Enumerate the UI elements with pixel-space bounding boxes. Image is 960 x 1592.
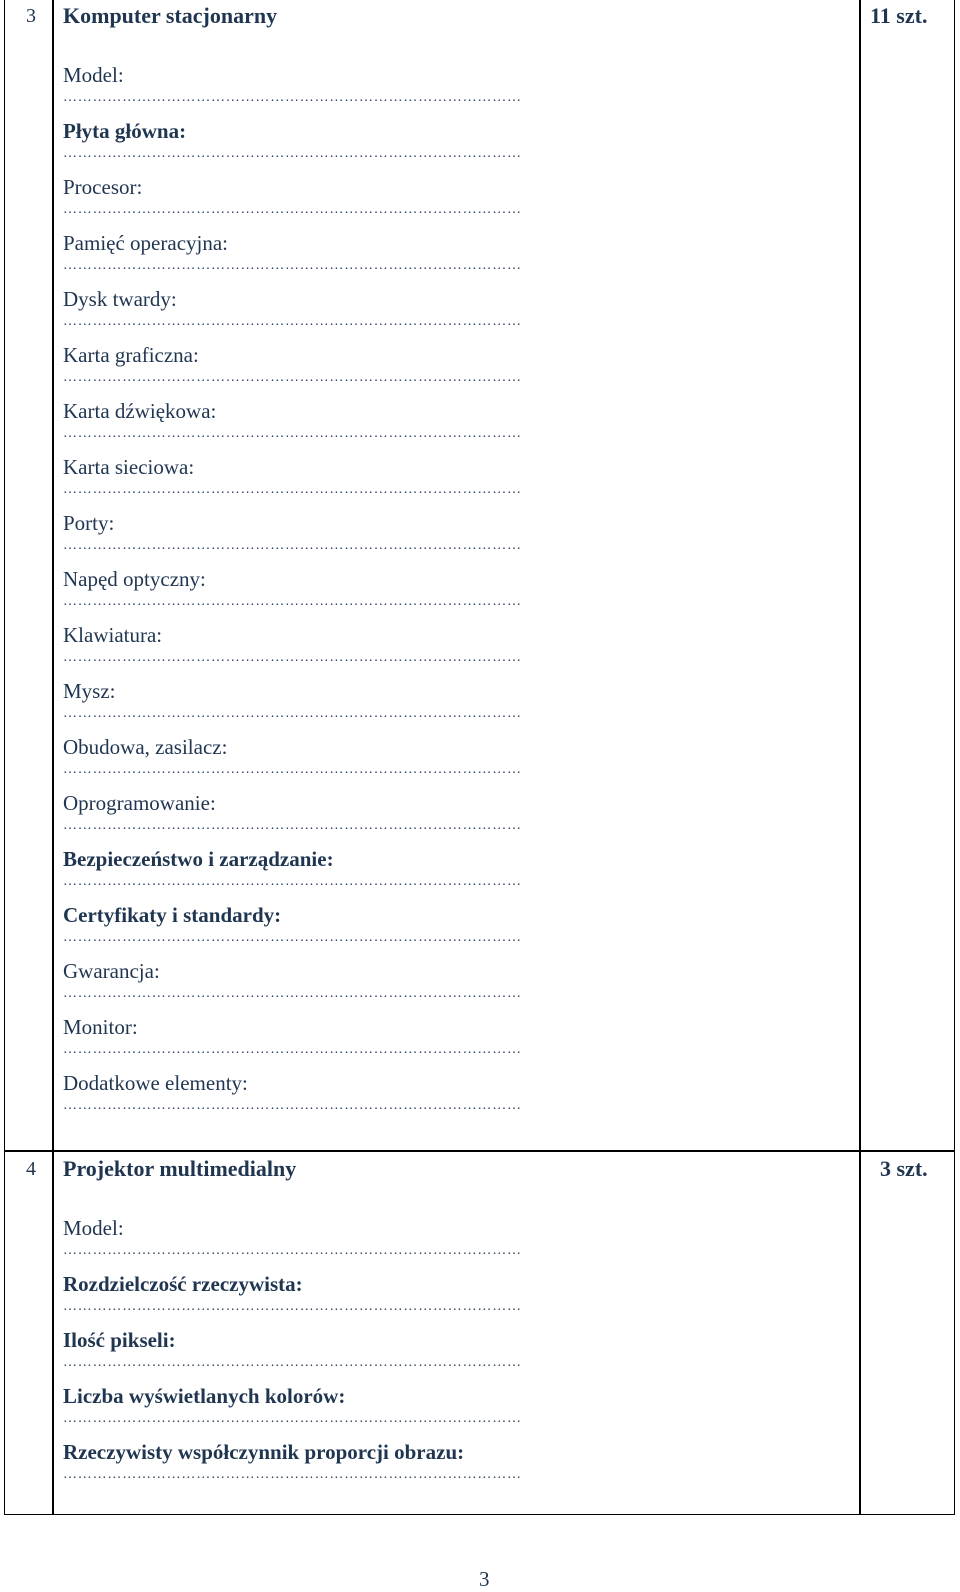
fill-in-line[interactable]: ………………………………………………………………………………… xyxy=(63,874,522,889)
fill-in-line[interactable]: ………………………………………………………………………………… xyxy=(63,90,522,105)
fill-in-line[interactable]: ………………………………………………………………………………… xyxy=(63,930,522,945)
field-label: Mysz: xyxy=(63,679,116,703)
item-title: Komputer stacjonarny xyxy=(63,3,278,28)
field-label: Gwarancja: xyxy=(63,959,160,983)
fill-in-line[interactable]: ………………………………………………………………………………… xyxy=(63,202,522,217)
field-label: Procesor: xyxy=(63,175,143,199)
field-label: Napęd optyczny: xyxy=(63,567,206,591)
fill-in-line[interactable]: ………………………………………………………………………………… xyxy=(63,818,522,833)
fill-in-line[interactable]: ………………………………………………………………………………… xyxy=(63,426,522,441)
field-label: Bezpieczeństwo i zarządzanie: xyxy=(63,847,334,871)
field-label: Obudowa, zasilacz: xyxy=(63,735,228,759)
field-label: Karta dźwiękowa: xyxy=(63,399,217,423)
field-label: Oprogramowanie: xyxy=(63,791,216,815)
fill-in-line[interactable]: ………………………………………………………………………………… xyxy=(63,1299,522,1314)
fill-in-line[interactable]: ………………………………………………………………………………… xyxy=(63,762,522,777)
fill-in-line[interactable]: ………………………………………………………………………………… xyxy=(63,482,522,497)
field-label: Model: xyxy=(63,1216,124,1240)
field-label: Dysk twardy: xyxy=(63,287,177,311)
fill-in-line[interactable]: ………………………………………………………………………………… xyxy=(63,1042,522,1057)
row-divider xyxy=(4,1150,955,1152)
field-label: Monitor: xyxy=(63,1015,138,1039)
row-number: 4 xyxy=(26,1158,36,1180)
fill-in-line[interactable]: ………………………………………………………………………………… xyxy=(63,1098,522,1113)
fill-in-line[interactable]: ………………………………………………………………………………… xyxy=(63,706,522,721)
field-label: Płyta główna: xyxy=(63,119,187,143)
fill-in-line[interactable]: ………………………………………………………………………………… xyxy=(63,594,522,609)
item-title: Projektor multimedialny xyxy=(63,1156,297,1181)
field-label: Porty: xyxy=(63,511,115,535)
field-label: Liczba wyświetlanych kolorów: xyxy=(63,1384,346,1408)
field-label: Certyfikaty i standardy: xyxy=(63,903,282,927)
page-number: 3 xyxy=(479,1567,490,1591)
field-label: Klawiatura: xyxy=(63,623,163,647)
fill-in-line[interactable]: ………………………………………………………………………………… xyxy=(63,1355,522,1370)
item-quantity: 11 szt. xyxy=(870,3,928,28)
fill-in-line[interactable]: ………………………………………………………………………………… xyxy=(63,1243,522,1258)
field-label: Model: xyxy=(63,63,124,87)
fill-in-line[interactable]: ………………………………………………………………………………… xyxy=(63,1411,522,1426)
column-divider-quantity xyxy=(859,0,861,1515)
field-label: Karta graficzna: xyxy=(63,343,199,367)
field-label: Dodatkowe elementy: xyxy=(63,1071,248,1095)
fill-in-line[interactable]: ………………………………………………………………………………… xyxy=(63,258,522,273)
fill-in-line[interactable]: ………………………………………………………………………………… xyxy=(63,986,522,1001)
field-label: Rozdzielczość rzeczywista: xyxy=(63,1272,303,1296)
field-label: Pamięć operacyjna: xyxy=(63,231,229,255)
field-label: Karta sieciowa: xyxy=(63,455,195,479)
fill-in-line[interactable]: ………………………………………………………………………………… xyxy=(63,650,522,665)
fill-in-line[interactable]: ………………………………………………………………………………… xyxy=(63,1467,522,1482)
item-quantity: 3 szt. xyxy=(880,1156,928,1181)
fill-in-line[interactable]: ………………………………………………………………………………… xyxy=(63,538,522,553)
row-number: 3 xyxy=(26,5,36,27)
fill-in-line[interactable]: ………………………………………………………………………………… xyxy=(63,314,522,329)
field-label: Rzeczywisty współczynnik proporcji obrazu: xyxy=(63,1440,465,1464)
fill-in-line[interactable]: ………………………………………………………………………………… xyxy=(63,146,522,161)
fill-in-line[interactable]: ………………………………………………………………………………… xyxy=(63,370,522,385)
field-label: Ilość pikseli: xyxy=(63,1328,176,1352)
column-divider-number xyxy=(52,0,54,1515)
